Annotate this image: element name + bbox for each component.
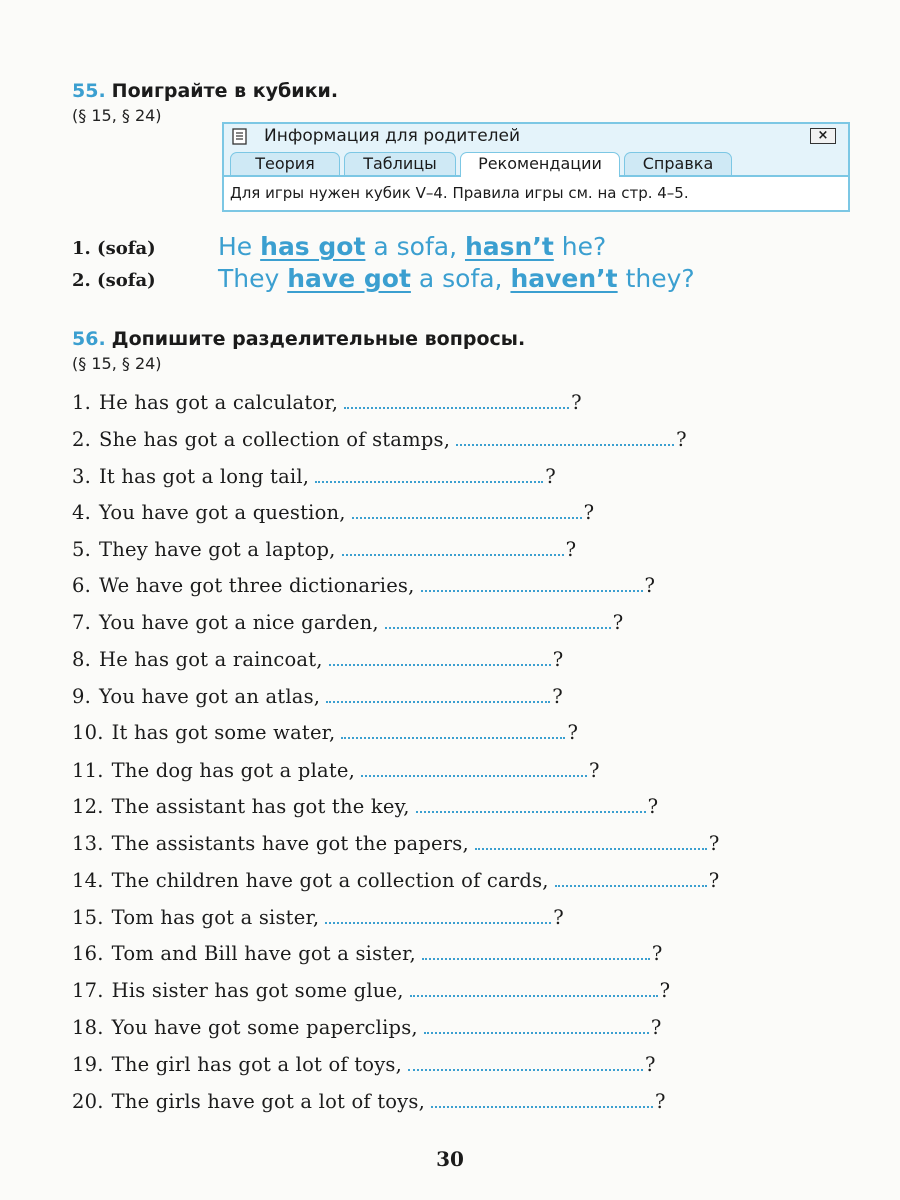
tab-tables[interactable]: Таблицы — [344, 152, 456, 175]
exercise-item — [72, 609, 623, 639]
item-number: 2. — [72, 428, 92, 451]
question-mark: ? — [676, 428, 687, 451]
exercise-item — [72, 977, 670, 1007]
question-mark: ? — [655, 1090, 666, 1113]
exercise-reference: (§ 15, § 24) — [72, 354, 162, 373]
question-mark: ? — [651, 942, 663, 965]
question-mark: ? — [659, 979, 671, 1002]
answer-blank[interactable] — [422, 940, 650, 960]
question-mark: ? — [612, 611, 624, 634]
answer-blank[interactable] — [421, 572, 643, 592]
question-mark: ? — [552, 685, 563, 708]
exercise-item — [72, 572, 655, 602]
item-number: 4. — [72, 501, 92, 524]
exercise-item — [72, 426, 687, 456]
page-number: 30 — [436, 1147, 464, 1171]
exercise-title: Поиграйте в кубики. — [111, 80, 339, 102]
example-prompt: 1. (sofa) — [72, 238, 156, 259]
example-prompt: 2. (sofa) — [72, 270, 156, 291]
item-sentence: The assistant has got the key, — [111, 795, 410, 818]
item-sentence: She has got a collection of stamps, — [99, 428, 451, 451]
item-number: 8. — [72, 648, 92, 671]
answer-blank[interactable] — [344, 389, 569, 409]
exercise-item — [72, 499, 594, 529]
item-sentence: They have got a laptop, — [99, 538, 336, 561]
item-number: 20. — [72, 1090, 104, 1113]
exercise-item — [72, 867, 719, 897]
exercise-reference: (§ 15, § 24) — [72, 106, 162, 125]
item-sentence: You have got an atlas, — [99, 685, 321, 708]
answer-blank[interactable] — [325, 904, 551, 924]
parent-info-panel — [222, 122, 850, 212]
item-number: 7. — [72, 611, 92, 634]
item-sentence: He has got a calculator, — [99, 391, 339, 414]
item-number: 3. — [72, 465, 92, 488]
item-sentence: The assistants have got the papers, — [111, 832, 469, 855]
exercise-item — [72, 1088, 666, 1118]
example-answer: They have got a sofa, haven’t they? — [218, 264, 695, 293]
item-number: 19. — [72, 1053, 104, 1076]
item-sentence: He has got a raincoat, — [99, 648, 323, 671]
item-sentence: Tom has got a sister, — [111, 906, 320, 929]
answer-blank[interactable] — [431, 1088, 653, 1108]
answer-blank[interactable] — [410, 977, 658, 997]
question-mark: ? — [565, 538, 577, 561]
question-mark: ? — [567, 721, 579, 744]
item-number: 18. — [72, 1016, 104, 1039]
question-mark: ? — [571, 391, 582, 414]
answer-blank[interactable] — [456, 426, 674, 446]
item-sentence: The girl has got a lot of toys, — [111, 1053, 403, 1076]
exercise-item — [72, 830, 720, 860]
answer-blank[interactable] — [329, 646, 551, 666]
exercise-55-heading — [72, 80, 338, 102]
item-number: 15. — [72, 906, 104, 929]
item-number: 17. — [72, 979, 104, 1002]
info-body-text: Для игры нужен кубик V–4. Правила игры см. на стр. 4–5. — [230, 184, 689, 202]
exercise-item — [72, 389, 582, 419]
item-sentence: The children have got a collection of cards, — [111, 869, 549, 892]
exercise-56-heading — [72, 328, 525, 350]
info-tabs — [224, 150, 848, 177]
answer-blank[interactable] — [315, 463, 543, 483]
close-button[interactable]: × — [810, 128, 836, 144]
item-sentence: You have got some paperclips, — [111, 1016, 418, 1039]
item-number: 5. — [72, 538, 92, 561]
question-mark: ? — [553, 906, 564, 929]
item-number: 6. — [72, 574, 92, 597]
exercise-item — [72, 1014, 661, 1044]
question-mark: ? — [708, 869, 720, 892]
info-title: Информация для родителей — [264, 126, 521, 146]
question-mark: ? — [650, 1016, 662, 1039]
exercise-item — [72, 904, 564, 934]
answer-blank[interactable] — [475, 830, 707, 850]
tab-reference[interactable]: Справка — [624, 152, 732, 175]
answer-blank[interactable] — [424, 1014, 649, 1034]
answer-blank[interactable] — [416, 793, 646, 813]
question-mark: ? — [589, 759, 600, 782]
question-mark: ? — [647, 795, 659, 818]
answer-blank[interactable] — [326, 683, 550, 703]
item-sentence: You have got a question, — [99, 501, 346, 524]
question-mark: ? — [645, 1053, 656, 1076]
exercise-title: Допишите разделительные вопросы. — [111, 328, 526, 350]
item-number: 12. — [72, 795, 104, 818]
item-number: 14. — [72, 869, 104, 892]
item-number: 10. — [72, 721, 104, 744]
exercise-item — [72, 940, 663, 970]
item-sentence: We have got three dictionaries, — [99, 574, 415, 597]
exercise-item — [72, 646, 563, 676]
exercise-item — [72, 683, 563, 713]
book-icon — [232, 128, 248, 145]
exercise-item — [72, 719, 578, 749]
item-sentence: It has got a long tail, — [99, 465, 310, 488]
question-mark: ? — [552, 648, 564, 671]
item-number: 9. — [72, 685, 92, 708]
item-sentence: The dog has got a plate, — [111, 759, 356, 782]
info-titlebar — [224, 124, 848, 150]
answer-blank[interactable] — [342, 536, 564, 556]
question-mark: ? — [644, 574, 656, 597]
item-sentence: You have got a nice garden, — [99, 611, 379, 634]
item-number: 13. — [72, 832, 104, 855]
item-sentence: His sister has got some glue, — [111, 979, 404, 1002]
answer-blank[interactable] — [385, 609, 611, 629]
answer-blank[interactable] — [408, 1051, 643, 1071]
exercise-item — [72, 536, 576, 566]
tab-theory[interactable]: Теория — [230, 152, 340, 175]
answer-blank[interactable] — [555, 867, 707, 887]
exercise-number: 55. — [72, 80, 106, 102]
question-mark: ? — [583, 501, 595, 524]
answer-blank[interactable] — [352, 499, 582, 519]
item-number: 11. — [72, 759, 104, 782]
item-sentence: It has got some water, — [111, 721, 336, 744]
item-number: 1. — [72, 391, 92, 414]
tab-recommendations[interactable]: Рекомендации — [460, 152, 620, 177]
item-number: 16. — [72, 942, 104, 965]
exercise-item — [72, 463, 556, 493]
question-mark: ? — [545, 465, 556, 488]
exercise-number: 56. — [72, 328, 106, 350]
question-mark: ? — [708, 832, 720, 855]
exercise-item — [72, 757, 600, 787]
exercise-item — [72, 793, 658, 823]
item-sentence: The girls have got a lot of toys, — [111, 1090, 425, 1113]
answer-blank[interactable] — [341, 719, 565, 739]
exercise-item — [72, 1051, 656, 1081]
item-sentence: Tom and Bill have got a sister, — [111, 942, 416, 965]
answer-blank[interactable] — [361, 757, 587, 777]
example-answer: He has got a sofa, hasn’t he? — [218, 232, 607, 261]
